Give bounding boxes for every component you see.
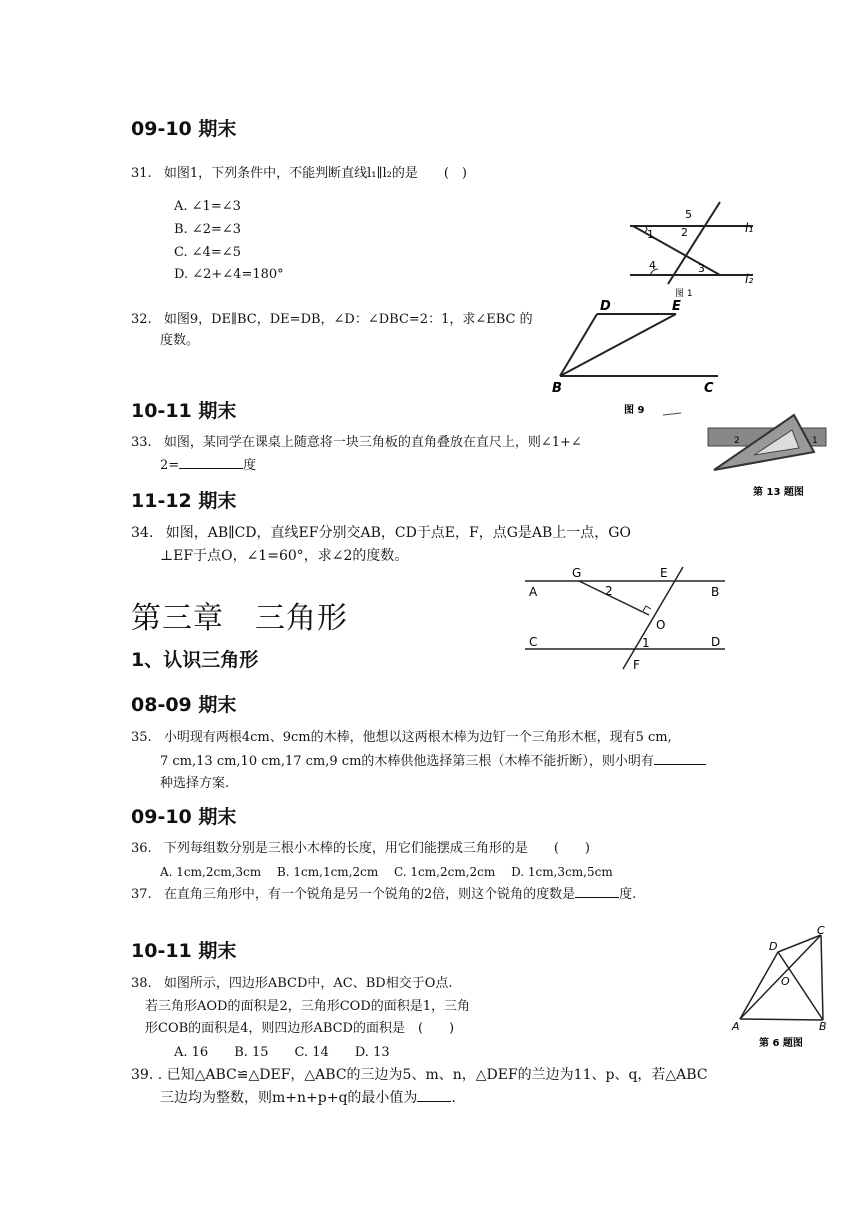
point-label-e: E: [660, 566, 668, 580]
angle-label-1: 1: [647, 228, 654, 241]
question-34: [131, 522, 631, 545]
point-label-d: D: [711, 635, 721, 649]
point-label-c: C: [529, 635, 538, 649]
section-title-0910: 09-10 期末: [131, 118, 237, 140]
question-32-line2: 度数。: [160, 333, 200, 348]
question-number: 37.: [131, 887, 152, 902]
point-label-o: O: [656, 618, 666, 632]
question-number: 36.: [131, 841, 152, 856]
question-text: 三边均为整数，则m+n+p+q的最小值为: [160, 1090, 418, 1106]
point-label-a: A: [732, 1020, 740, 1033]
figure-caption: 第 13 题图: [753, 487, 804, 498]
question-36: [131, 838, 590, 860]
question-text: 如图所示，四边形ABCD中，AC、BD相交于O点.: [163, 976, 453, 991]
question-38-line3: 形COB的面积是4，则四边形ABCD的面积是 ( ): [145, 1021, 455, 1036]
question-number: 35.: [131, 730, 152, 745]
question-35-line3: 种选择方案.: [160, 776, 230, 791]
point-label-g: G: [572, 566, 582, 580]
question-32: [131, 309, 533, 331]
question-number: 38.: [131, 976, 152, 991]
angle-label-3: 3: [698, 262, 705, 275]
figure-1: [625, 198, 765, 298]
question-31: [131, 163, 467, 185]
question-text: 在直角三角形中，有一个锐角是另一个锐角的2倍，则这个锐角的度数是: [163, 887, 576, 902]
question-text: 2=: [160, 458, 180, 473]
figure-9: [548, 294, 728, 420]
question-39: 39. . 已知△ABC≌△DEF，△ABC的三边为5、m、n，△DEF的兰边为11、p、q，若△ABC: [131, 1067, 708, 1083]
question-text: 小明现有两根4cm、9cm的木棒，他想以这两根木棒为边钉一个三角形木框，现有5 cm,: [163, 730, 672, 745]
answer-blank[interactable]: [654, 750, 706, 765]
question-34-line2: ⊥EF于点O，∠1=60°，求∠2的度数。: [160, 548, 409, 564]
answer-blank[interactable]: [179, 454, 243, 469]
line-label-l1: l₁: [745, 221, 754, 235]
figure-13: [704, 410, 834, 502]
section-title-1112: 11-12 期末: [131, 490, 237, 512]
angle-label-1: 1: [642, 636, 650, 650]
point-label-d: D: [769, 940, 778, 953]
chapter-title: 第三章 三角形: [131, 601, 348, 636]
point-label-b: B: [552, 381, 562, 396]
question-text: 7 cm,13 cm,10 cm,17 cm,9 cm的木棒供他选择第三根（木棒不能折断），则小明有: [160, 754, 654, 769]
figure-caption: 图 1: [675, 289, 693, 298]
point-label-b: B: [819, 1020, 827, 1033]
question-text: 度.: [619, 887, 637, 902]
point-label-c: C: [817, 924, 825, 937]
question-text: 如图9，DE∥BC，DE=DB，∠D：∠DBC=2：1，求∠EBC 的: [163, 312, 533, 327]
point-label-d: D: [600, 299, 611, 314]
section-title-1011-b: 10-11 期末: [131, 940, 237, 962]
question-35-line2: [160, 750, 706, 773]
question-38: [131, 973, 452, 995]
question-text: 如图，某同学在课桌上随意将一块三角板的直角叠放在直尺上，则∠1+∠: [163, 435, 582, 450]
point-label-e: E: [672, 299, 681, 314]
question-number: 33.: [131, 435, 152, 450]
question-39-line2: [160, 1087, 456, 1110]
question-37: [131, 883, 636, 906]
q31-option-d: D. ∠2+∠4=180°: [174, 267, 284, 282]
subsection-title: 1、认识三角形: [131, 649, 259, 671]
answer-blank[interactable]: [575, 883, 619, 898]
question-text: 下列每组数分别是三根小木棒的长度，用它们能摆成三角形的是 ( ): [163, 841, 590, 856]
answer-blank[interactable]: [417, 1087, 451, 1102]
question-35: [131, 727, 672, 749]
question-33-line2: [160, 454, 256, 477]
figure-6: [728, 922, 838, 1052]
question-text: 如图，AB∥CD，直线EF分别交AB，CD于点E，F，点G是AB上一点，GO: [165, 525, 631, 541]
section-title-1011: 10-11 期末: [131, 400, 237, 422]
point-label-o: O: [781, 975, 790, 988]
angle-label-2: 2: [734, 436, 740, 446]
question-33: [131, 432, 582, 454]
angle-label-4: 4: [649, 259, 656, 272]
section-title-0910-b: 09-10 期末: [131, 806, 237, 828]
angle-label-1: 1: [812, 436, 818, 446]
question-number: 31.: [131, 166, 152, 181]
point-label-a: A: [529, 585, 538, 599]
point-label-c: C: [704, 381, 714, 396]
angle-label-2: 2: [681, 226, 688, 239]
point-label-b: B: [711, 585, 720, 599]
q31-option-b: B. ∠2=∠3: [174, 222, 242, 237]
q36-options: A. 1cm,2cm,3cm B. 1cm,1cm,2cm C. 1cm,2cm,2cm D. 1cm,3cm,5cm: [160, 865, 613, 879]
figure-caption: 图 9: [624, 405, 645, 416]
question-number: 32.: [131, 312, 152, 327]
figure-caption: 第 6 题图: [759, 1038, 803, 1049]
question-text: 如图1，下列条件中，不能判断直线l₁∥l₂的是 ( ): [163, 166, 467, 181]
figure-34: [525, 563, 731, 671]
point-label-f: F: [633, 658, 640, 671]
q38-options: A. 16 B. 15 C. 14 D. 13: [174, 1045, 390, 1060]
angle-label-2: 2: [605, 584, 613, 598]
q31-option-c: C. ∠4=∠5: [174, 245, 241, 260]
q31-option-a: A. ∠1=∠3: [174, 199, 241, 214]
question-text: 度: [243, 458, 257, 473]
section-title-0809: 08-09 期末: [131, 694, 237, 716]
question-text: .: [451, 1090, 456, 1106]
line-label-l2: l₂: [745, 272, 754, 286]
angle-label-5: 5: [685, 208, 692, 221]
question-38-line2: 若三角形AOD的面积是2，三角形COD的面积是1，三角: [145, 999, 471, 1014]
question-number: 34.: [131, 525, 154, 541]
